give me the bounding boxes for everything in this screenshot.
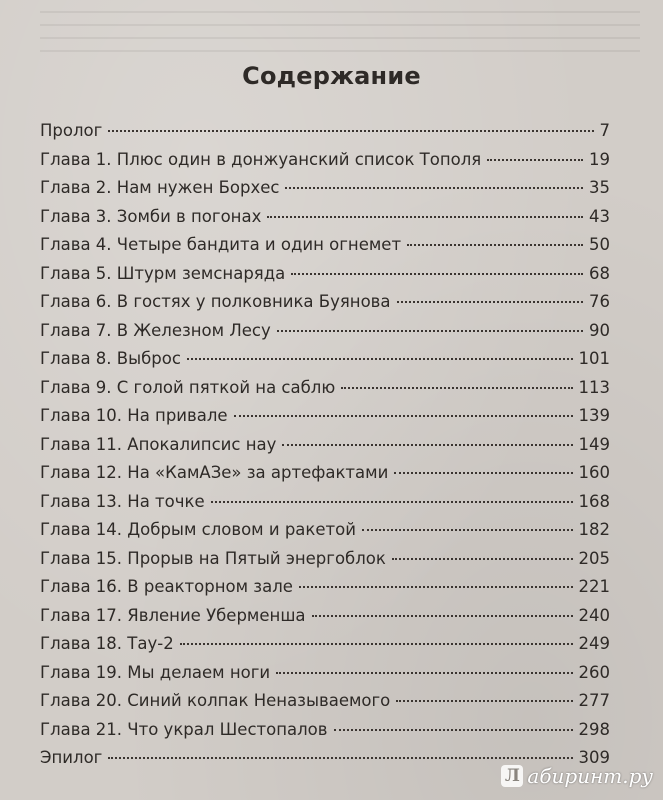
toc-entry-page: 90 [589,320,610,340]
dot-leader [180,643,573,645]
toc-entry-page: 249 [578,634,610,653]
toc-entry [40,235,610,264]
toc-entry-title: Глава 16. В реакторном зале [40,577,293,596]
dot-leader [396,700,572,702]
toc-entry-title: Глава 5. Штурм земснаряда [40,263,286,283]
page-title: Содержание [242,62,421,90]
toc-entry-title: Пролог [40,121,103,140]
toc-entry-title: Глава 12. На «КамАЗе» за артефактами [40,463,389,482]
toc-entry-title: Глава 20. Синий колпак Неназываемого [40,691,391,710]
toc-entry [40,264,610,293]
labirint-logo-icon: Л [501,765,523,787]
toc-entry-page: 260 [578,662,610,682]
toc-entry-title: Глава 17. Явление Уберменша [40,605,306,625]
toc-entry [40,178,610,207]
toc-entry-title: Глава 1. Плюс один в донжуанский список Тополя [40,149,482,169]
toc-entry-page: 35 [589,178,610,197]
dot-leader [282,444,572,446]
toc-entry [40,720,610,749]
toc-entry-page: 309 [578,748,610,767]
dot-leader [341,387,572,389]
toc-entry-page: 168 [578,491,610,511]
toc-entry-page: 160 [578,463,610,482]
toc-entry [40,121,610,150]
toc-entry-title: Глава 15. Прорыв на Пятый энергоблок [40,548,386,568]
dot-leader [397,301,583,303]
toc-entry [40,520,610,549]
bleed-through-text [40,0,640,60]
toc-entry-page: 101 [578,349,610,368]
dot-leader [276,672,572,674]
toc-entry-page: 50 [589,235,610,254]
toc-entry-page: 113 [578,377,610,397]
dot-leader [487,159,583,161]
toc-entry-title: Глава 21. Что украл Шестопалов [40,719,328,739]
toc-entry-title: Глава 8. Выброс [40,349,181,368]
toc-entry-page: 149 [578,434,610,454]
toc-entry-title: Глава 3. Зомби в погонах [40,206,262,226]
toc-entry-page: 43 [589,206,610,226]
dot-leader [334,729,573,731]
toc-entry [40,292,610,321]
watermark [501,764,653,788]
dot-leader [108,757,572,759]
toc-entry-title: Глава 2. Нам нужен Борхес [40,178,280,197]
dot-leader [312,615,573,617]
table-of-contents [40,121,610,777]
toc-entry-page: 139 [578,406,610,425]
toc-entry-title: Глава 19. Мы делаем ноги [40,662,271,682]
toc-entry [40,207,610,236]
toc-entry [40,406,610,435]
toc-entry-title: Глава 4. Четыре бандита и один огнемет [40,235,402,254]
toc-entry-title: Глава 11. Апокалипсис нау [40,434,277,454]
toc-entry [40,492,610,521]
toc-entry-page: 240 [578,605,610,625]
toc-entry-title: Глава 14. Добрым словом и ракетой [40,520,356,539]
dot-leader [299,586,573,588]
dot-leader [187,358,573,360]
dot-leader [285,187,583,189]
toc-entry-page: 68 [589,263,610,283]
toc-entry [40,606,610,635]
toc-entry [40,349,610,378]
toc-entry-title: Глава 6. В гостях у полковника Буянова [40,292,391,311]
dot-leader [291,273,583,275]
toc-entry-title: Эпилог [40,748,103,767]
dot-leader [394,472,572,474]
toc-entry [40,691,610,720]
dot-leader [211,501,573,503]
toc-entry [40,634,610,663]
toc-entry-page: 298 [578,719,610,739]
toc-entry [40,663,610,692]
toc-entry [40,549,610,578]
toc-entry-page: 277 [578,691,610,710]
dot-leader [277,330,583,332]
toc-entry-page: 221 [578,577,610,596]
watermark-text: абиринт.ру [527,764,653,788]
toc-entry-page: 7 [599,121,610,140]
toc-entry-page: 19 [589,149,610,169]
dot-leader [234,415,573,417]
toc-entry [40,378,610,407]
dot-leader [267,216,583,218]
dot-leader [108,130,593,132]
toc-entry-title: Глава 18. Тау-2 [40,634,174,653]
toc-entry-page: 205 [578,548,610,568]
toc-entry [40,150,610,179]
dot-leader [407,244,583,246]
toc-entry-page: 182 [578,520,610,539]
toc-entry-title: Глава 9. С голой пяткой на саблю [40,377,336,397]
toc-entry-page: 76 [589,292,610,311]
toc-entry-title: Глава 13. На точке [40,491,205,511]
toc-entry [40,463,610,492]
dot-leader [392,558,573,560]
dot-leader [362,529,573,531]
toc-entry [40,435,610,464]
toc-entry-title: Глава 10. На привале [40,406,228,425]
toc-entry-title: Глава 7. В Железном Лесу [40,320,271,340]
toc-entry [40,577,610,606]
toc-entry [40,321,610,350]
